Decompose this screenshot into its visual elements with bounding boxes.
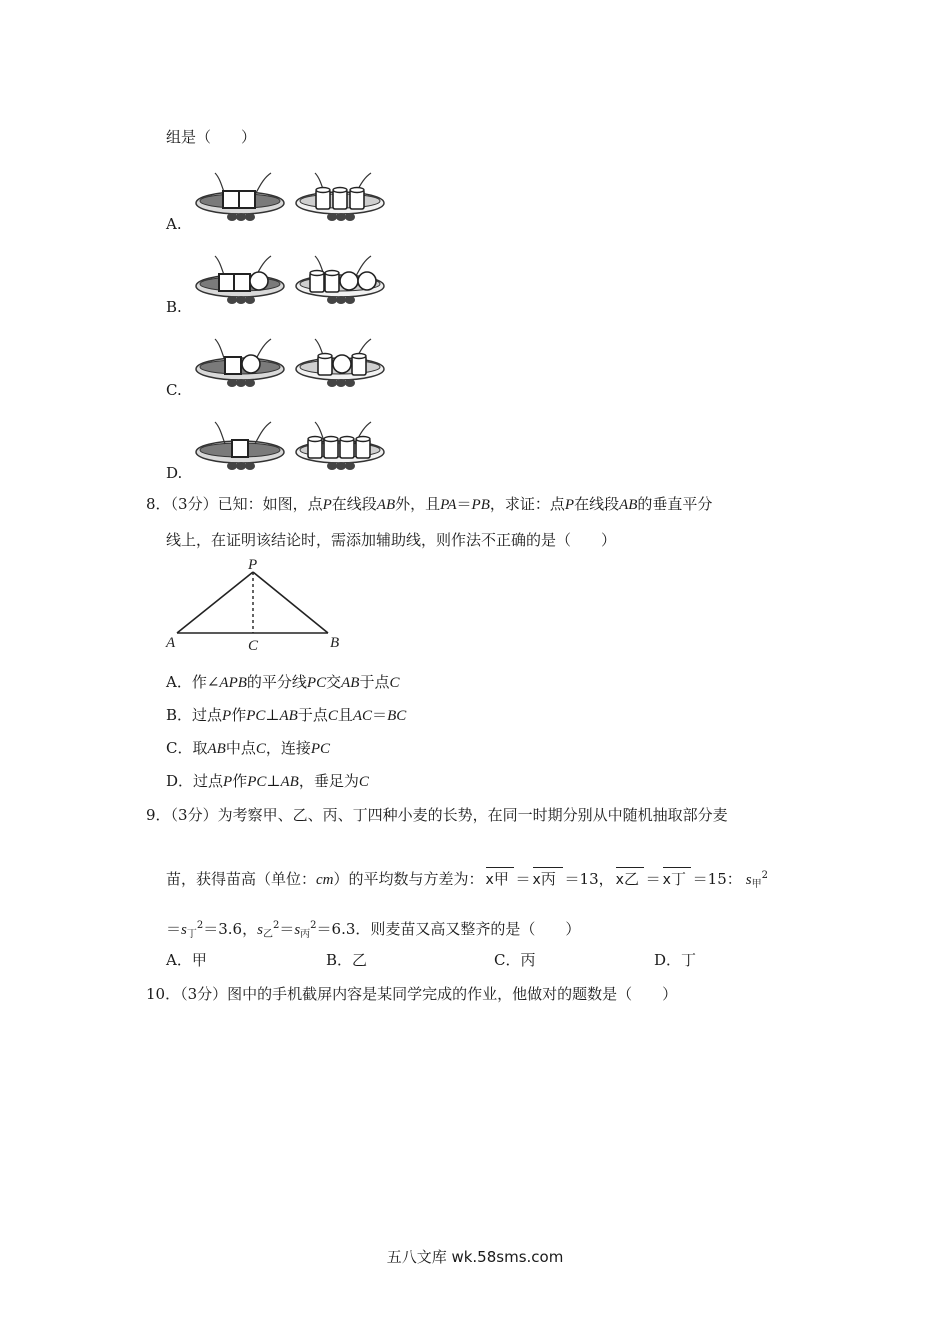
label-a: A [166, 635, 176, 651]
q9-stem-line1: 9．（3分）为考察甲、乙、丙、丁四种小麦的长势，在同一时期分别从中随机抽取部分麦 [146, 806, 728, 824]
q9-stem-line2: 苗，获得苗高（单位：cm）的平均数与方差为： x甲 ＝ x丙 ＝13， x乙 ＝ x丁 ＝15： $s_甲^2$ [166, 866, 768, 895]
q7-option-d-figure [195, 412, 395, 474]
q7-option-c-figure [195, 329, 395, 391]
q8-stem-line2: 线上，在证明该结论时，需添加辅助线，则作法不正确的是（ ） [166, 531, 617, 549]
q8-option-b: B．过点P作PC⊥AB于点C且AC＝BC [166, 706, 407, 724]
q8-stem-line1: 8．（3分）已知：如图，点P在线段AB外，且PA＝PB，求证：点P在线段AB的垂直平分 [146, 495, 713, 513]
segment-pa [177, 572, 253, 633]
q9-option-a: A．甲 [166, 951, 207, 969]
q9-option-c: C．丙 [494, 951, 536, 969]
q7-option-b-label: B. [166, 298, 182, 316]
q7-option-a-figure [195, 163, 395, 225]
q10-stem-line1: 10．（3分）图中的手机截屏内容是某同学完成的作业，他做对的题数是（ ） [146, 985, 678, 1003]
label-c: C [248, 638, 259, 654]
q7-option-c-label: C. [166, 381, 182, 399]
q7-stem-tail: 组是（ ） [166, 128, 257, 146]
q9-option-b: B．乙 [326, 951, 368, 969]
q8-triangle-figure [160, 556, 350, 656]
q9-stem-line3: $=s_丁^2=3.6$，$s_乙^2=s_丙^2=6.3$．则麦苗又高又整齐的是（ ） [166, 920, 581, 940]
q7-option-a-label: A. [166, 215, 182, 233]
q9-option-d: D．丁 [654, 951, 697, 969]
q8-option-d: D．过点P作PC⊥AB，垂足为C [166, 772, 369, 790]
q8-option-c: C．取AB中点C，连接PC [166, 739, 331, 757]
q7-option-d-label: D. [166, 464, 183, 482]
q7-option-b-figure [195, 246, 395, 308]
segment-pb [253, 572, 328, 633]
footer-watermark-text: 五八文库 wk.58sms.com [386, 1248, 564, 1266]
q8-option-a: A．作∠APB的平分线PC交AB于点C [166, 673, 400, 691]
label-b: B [330, 635, 340, 651]
label-p: P [248, 557, 258, 573]
